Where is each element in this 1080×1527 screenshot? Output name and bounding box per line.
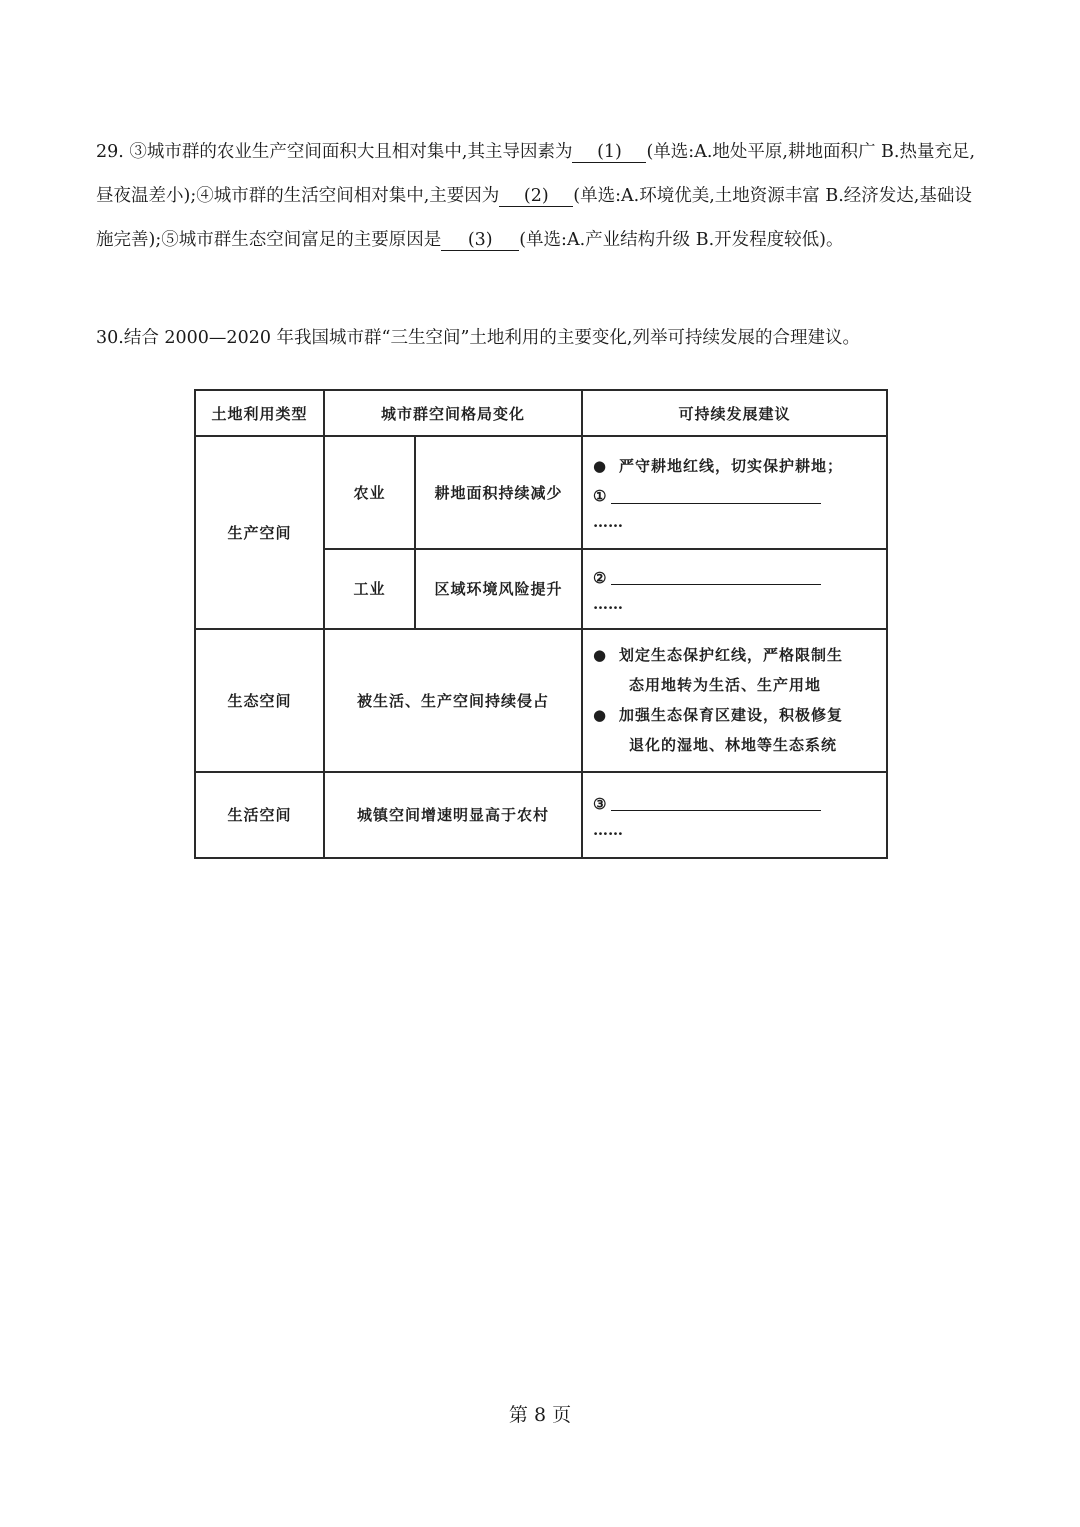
change-industry: 区域环境风险提升 — [415, 549, 582, 629]
suggestion-text: 态用地转为生活、生产用地 — [629, 676, 822, 695]
change-agriculture: 耕地面积持续减少 — [415, 436, 582, 548]
question-text: (单选:A.产业结构升级 B.开发程度较低)。 — [519, 230, 844, 250]
answer-blank-3[interactable]: (3) — [441, 230, 519, 251]
question-text: 30.结合 2000—2020 年我国城市群“三生空间”土地利用的主要变化,列举可持续发展的合理建议。 — [96, 328, 860, 348]
suggestion-agriculture — [582, 436, 887, 548]
answer-line-2[interactable] — [611, 572, 821, 585]
sub-type-industry: 工业 — [324, 549, 415, 629]
ellipsis: …… — [593, 594, 624, 613]
answer-blank-2[interactable]: (2) — [499, 186, 573, 207]
blank-marker: ① — [593, 487, 608, 506]
bullet-icon: ● — [593, 646, 608, 665]
table-header: 城市群空间格局变化 — [324, 390, 582, 436]
answer-line-1[interactable] — [611, 491, 821, 504]
blank-marker: ② — [593, 568, 608, 587]
question-30 — [96, 316, 986, 360]
question-text: ③城市群的农业生产空间面积大且相对集中,其主导因素为 — [129, 142, 573, 162]
suggestion-text: 划定生态保护红线，严格限制生 — [619, 646, 844, 665]
suggestion-ecology — [582, 629, 887, 772]
table-header: 可持续发展建议 — [582, 390, 887, 436]
ellipsis: …… — [593, 820, 624, 839]
question-text: (单选:A.环境优美,土地资源丰富 B.经济发达,基础设施完善);⑤城市群生态空间富足的主要原因是 — [96, 186, 972, 250]
type-living: 生活空间 — [195, 772, 324, 858]
bullet-icon: ● — [593, 457, 608, 476]
question-29 — [96, 130, 986, 262]
change-living: 城镇空间增速明显高于农村 — [324, 772, 582, 858]
type-ecology: 生态空间 — [195, 629, 324, 772]
answer-blank-1[interactable]: (1) — [572, 142, 646, 163]
blank-marker: ③ — [593, 794, 608, 813]
type-production: 生产空间 — [195, 436, 324, 629]
bullet-icon: ● — [593, 706, 608, 725]
suggestion-text: 严守耕地红线，切实保护耕地； — [619, 457, 844, 476]
land-use-table — [194, 389, 886, 859]
suggestion-text: 退化的湿地、林地等生态系统 — [629, 736, 838, 755]
suggestion-living — [582, 772, 887, 858]
table-header: 土地利用类型 — [195, 390, 324, 436]
change-ecology: 被生活、生产空间持续侵占 — [324, 629, 582, 772]
suggestion-text: 加强生态保育区建设，积极修复 — [619, 706, 844, 725]
answer-line-3[interactable] — [611, 798, 821, 811]
sub-type-agriculture: 农业 — [324, 436, 415, 548]
suggestion-industry — [582, 549, 887, 629]
ellipsis: …… — [593, 513, 624, 532]
question-text: (单选:A.地处平原,耕地面积广 B.热量充足,昼夜温差小);④城市群的生活空间相对集中,主要因为 — [96, 142, 976, 206]
question-number: 29. — [96, 142, 124, 162]
page-number: 第 8 页 — [508, 1404, 572, 1426]
